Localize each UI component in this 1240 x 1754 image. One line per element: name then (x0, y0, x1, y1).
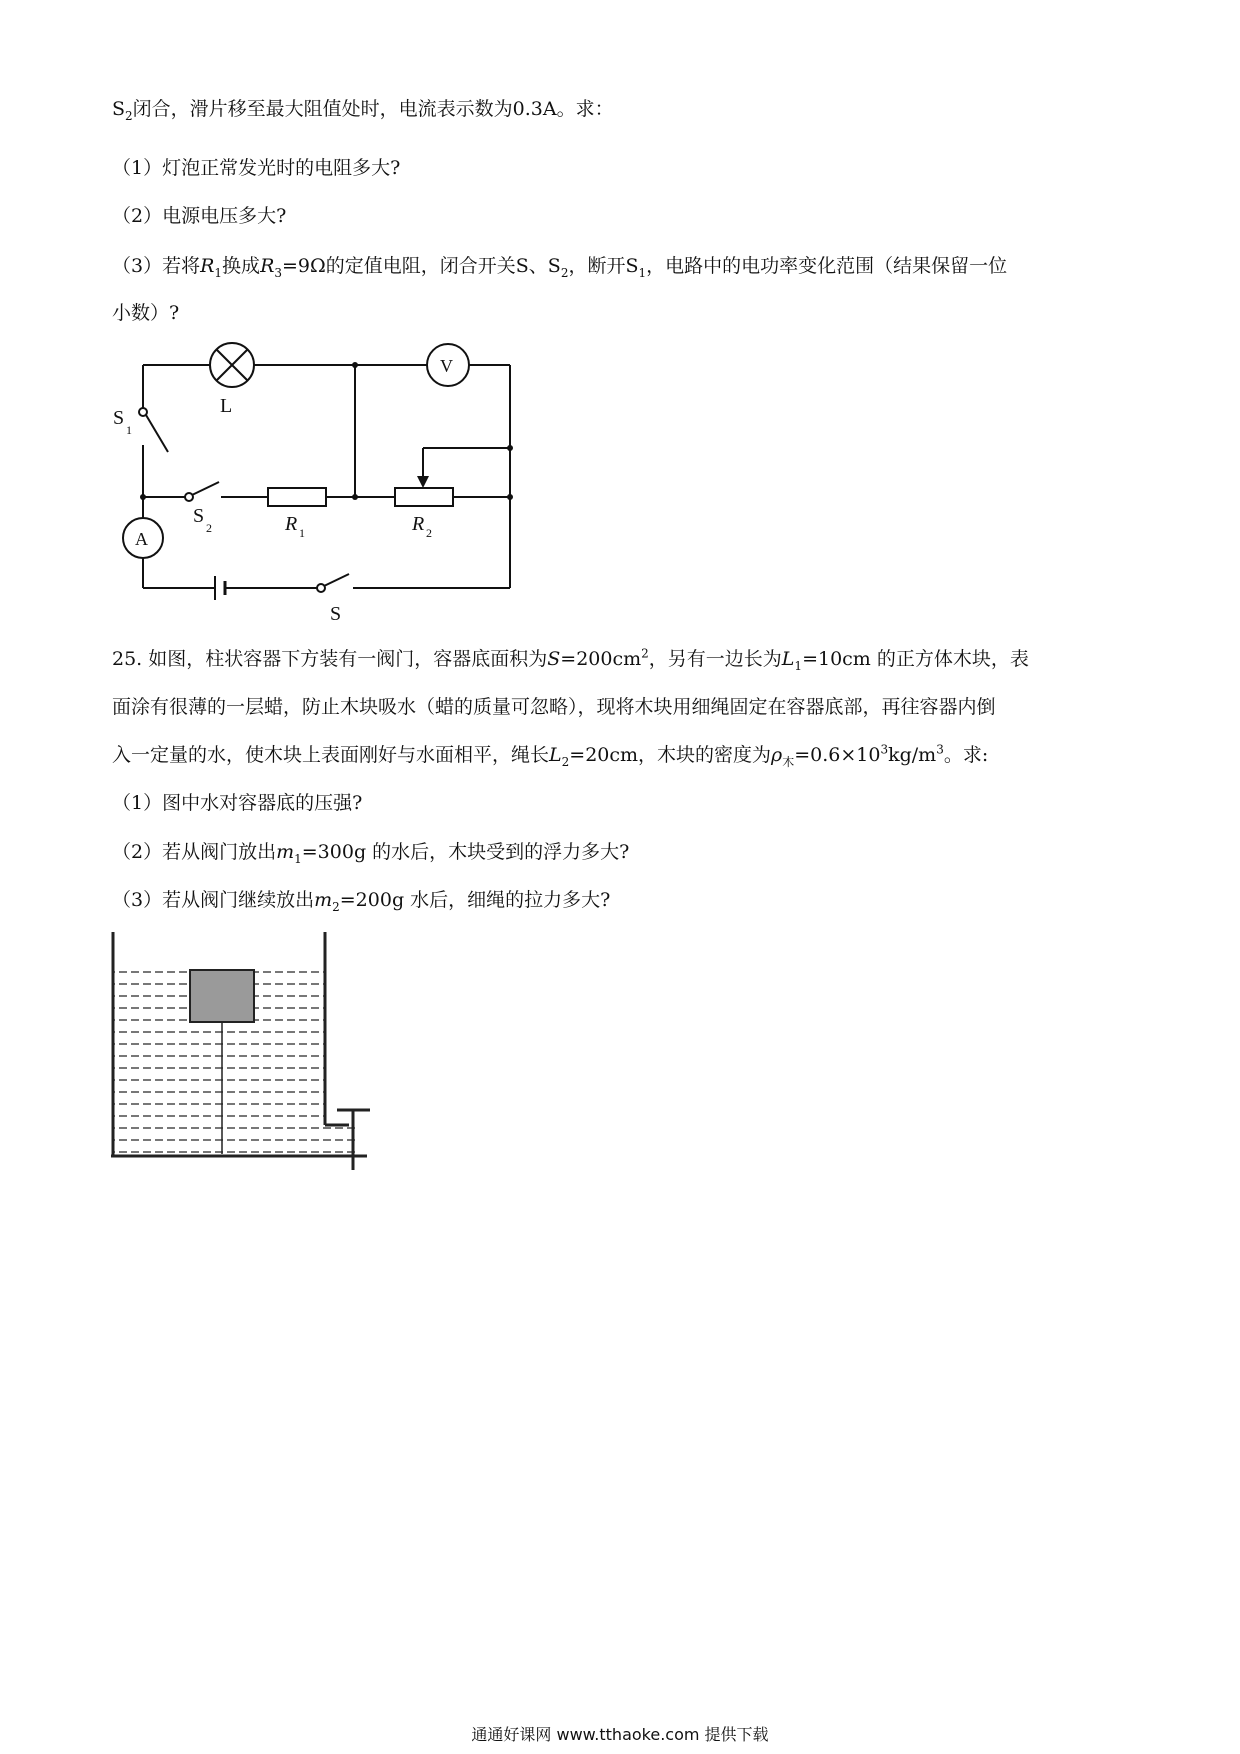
rheostat-r2 (395, 488, 453, 506)
junction-dot (507, 494, 513, 500)
q25-part1: （1）图中水对容器底的压强? (112, 792, 363, 814)
junction-dot (507, 445, 513, 451)
q24-part3-continued: 小数）? (112, 302, 180, 324)
q25-part2: （2）若从阀门放出$m_1=300g$ 的水后，木块受到的浮力多大? (112, 841, 630, 866)
resistor-r1 (268, 488, 326, 506)
page-footer: 通通好课网 www.tthaoke.com 提供下载 (471, 1725, 769, 1744)
junction-dot (352, 362, 358, 368)
label-voltmeter: V (440, 356, 453, 376)
label-s1: S (113, 407, 125, 429)
circuit-diagram (105, 340, 525, 630)
q24-part1: （1）灯泡正常发光时的电阻多大? (112, 157, 401, 179)
label-s2: S (193, 505, 205, 527)
q24-part2: （2）电源电压多大? (112, 205, 287, 227)
label-s: S (330, 603, 342, 625)
label-r1: R (285, 513, 298, 535)
container-diagram (105, 930, 375, 1175)
q25-line3: 入一定量的水，使木块上表面刚好与水面相平，绳长$L_2=20cm$，木块的密度为$\rho_木=0.6\times 10^3kg/m^3$。求: (112, 742, 989, 769)
q25-line2: 面涂有很薄的一层蜡，防止木块吸水（蜡的质量可忽略），现将木块用细绳固定在容器底部，再往容器内倒 (112, 696, 996, 718)
q25-part3: （3）若从阀门继续放出$m_2=200g$ 水后，细绳的拉力多大? (112, 889, 611, 914)
q24-part3: （3）若将$R_1$换成$R_3=9\Omega$的定值电阻，闭合开关S、$S_2$，断开$S_1$，电路中的电功率变化范围（结果保留一位 (112, 255, 1008, 280)
junction-dot (140, 494, 146, 500)
switch-s2-blade (192, 482, 219, 495)
label-ammeter: A (135, 529, 148, 549)
switch-s-blade (324, 574, 349, 586)
label-r2: R (412, 513, 425, 535)
junction-dot (352, 494, 358, 500)
slider-arrowhead (417, 476, 429, 488)
label-r2-sub: 2 (426, 526, 432, 540)
label-r1-sub: 1 (299, 526, 305, 540)
wooden-block (190, 970, 254, 1022)
q24-intro-line: $S_2$闭合，滑片移至最大阻值处时，电流表示数为0.3A。求： (112, 98, 614, 123)
q25-line1: 25. 如图，柱状容器下方装有一阀门，容器底面积为$S=200cm^2$，另有一边长为$L_1=10cm$ 的正方体木块，表 (112, 646, 1029, 673)
label-s2-sub: 2 (206, 521, 212, 535)
label-lamp: L (220, 395, 233, 417)
switch-s1-blade (146, 415, 168, 452)
label-s1-sub: 1 (126, 423, 132, 437)
